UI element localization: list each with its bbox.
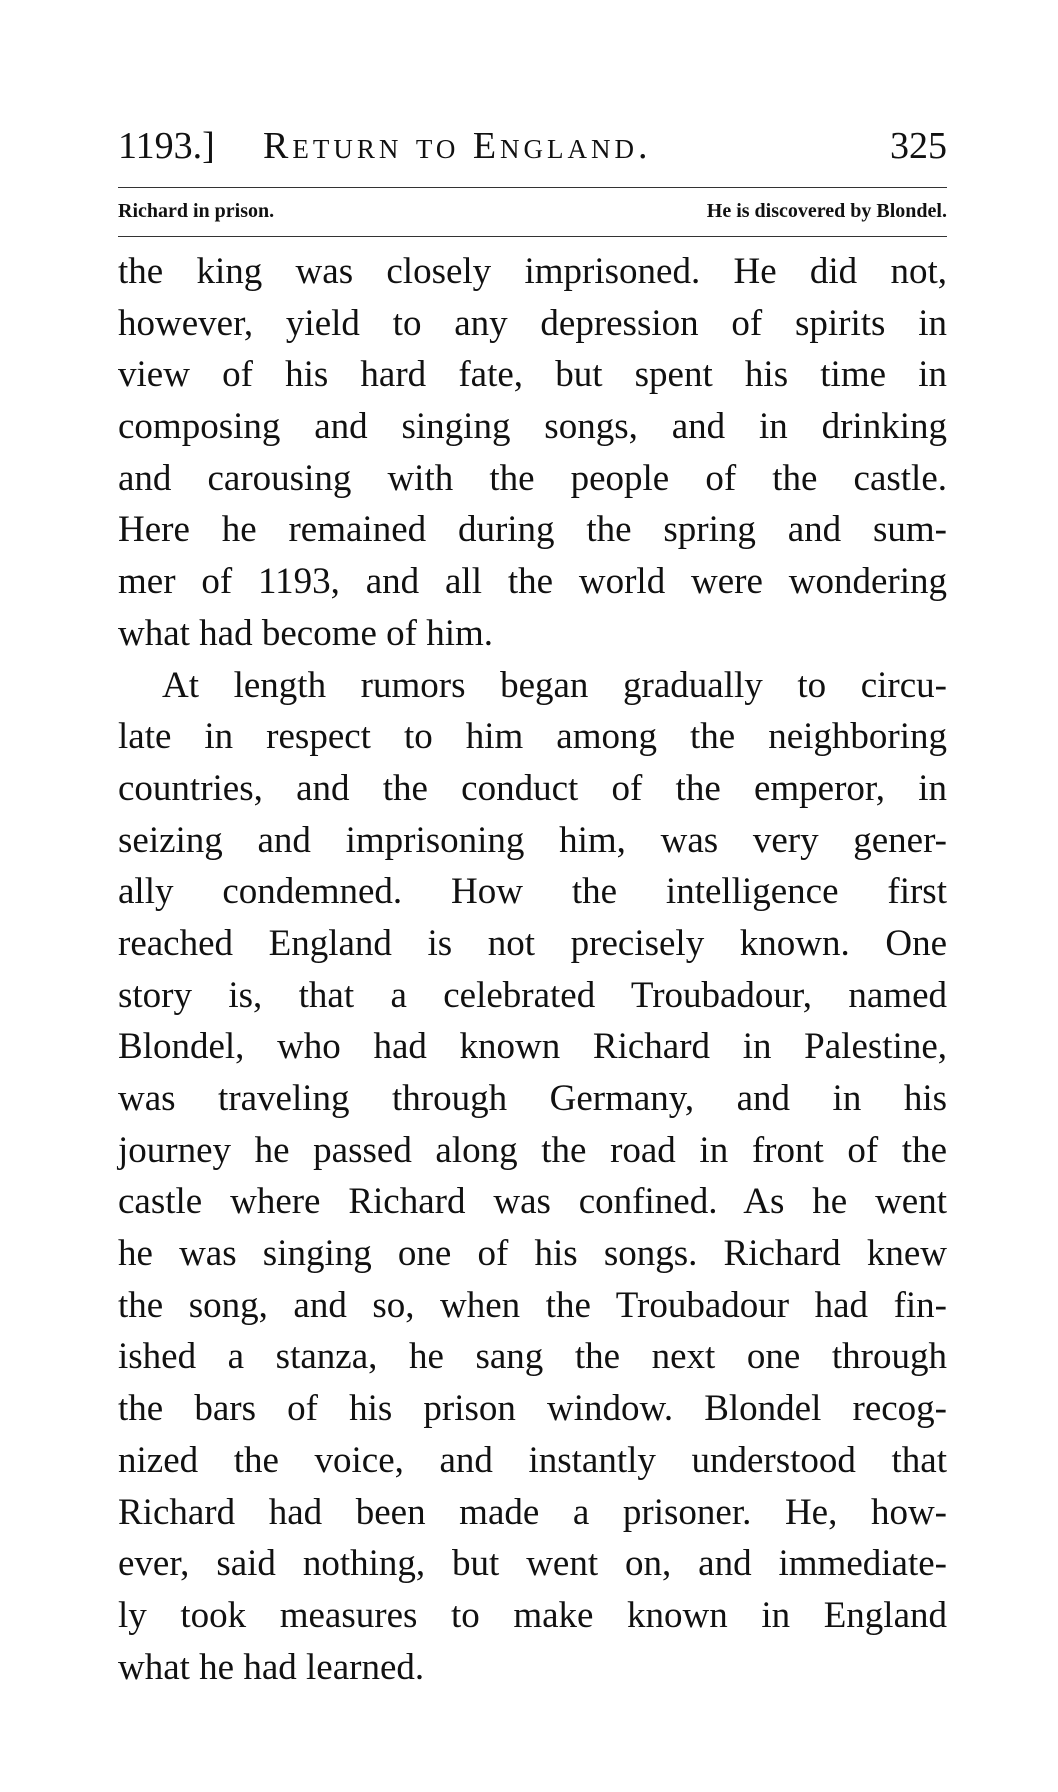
text-line: castle where Richard was confined. As he went	[118, 1181, 947, 1223]
text-line: Here he remained during the spring and sum-	[118, 509, 947, 551]
text-line: ished a stanza, he sang the next one through	[118, 1336, 947, 1378]
sidenote-left: Richard in prison.	[118, 200, 275, 222]
text-line: nized the voice, and instantly understood that	[118, 1439, 947, 1481]
text-line: composing and singing songs, and in drinking	[118, 406, 947, 448]
text-line: the bars of his prison window. Blondel recog-	[118, 1388, 947, 1430]
text-line: late in respect to him among the neighboring	[118, 716, 947, 758]
marginal-summary	[118, 196, 947, 226]
text-line: was traveling through Germany, and in his	[118, 1078, 947, 1119]
text-line: the song, and so, when the Troubadour had fin-	[118, 1284, 947, 1326]
text-line: the king was closely imprisoned. He did not,	[118, 251, 947, 292]
paragraph-1	[118, 246, 947, 660]
page-number: 325	[890, 125, 947, 167]
text-line: Blondel, who had known Richard in Palestine,	[118, 1026, 947, 1068]
text-line: ly took measures to make known in England	[118, 1594, 947, 1636]
text-line: mer of 1193, and all the world were wondering	[118, 561, 947, 603]
text-line: and carousing with the people of the castle.	[118, 457, 947, 499]
header-rule-top	[118, 187, 947, 188]
sidenote-right: He is discovered by Blondel.	[706, 200, 947, 222]
body-text	[118, 246, 947, 1693]
text-line: he was singing one of his songs. Richard knew	[118, 1233, 947, 1275]
text-line: reached England is not precisely known. One	[118, 922, 947, 964]
running-head-year: 1193.]	[118, 125, 215, 167]
text-line: story is, that a celebrated Troubadour, named	[118, 974, 947, 1016]
paragraph-2	[118, 660, 947, 1694]
running-head-title: Return to England.	[263, 125, 652, 167]
text-line: Richard had been made a prisoner. He, how-	[118, 1491, 947, 1533]
header-rule-bottom	[118, 236, 947, 237]
running-head	[118, 120, 947, 172]
text-line: view of his hard fate, but spent his time in	[118, 354, 947, 396]
text-line: At length rumors began gradually to circu-	[162, 664, 947, 706]
text-line: what had become of him.	[118, 612, 494, 654]
text-line: what he had learned.	[118, 1646, 425, 1688]
text-line: journey he passed along the road in front of the	[118, 1129, 947, 1171]
text-line: countries, and the conduct of the emperor, in	[118, 767, 947, 809]
text-line: ally condemned. How the intelligence first	[118, 871, 947, 913]
text-line: ever, said nothing, but went on, and immediate-	[118, 1543, 947, 1585]
text-line: seizing and imprisoning him, was very gener-	[118, 819, 947, 861]
text-line: however, yield to any depression of spirits in	[118, 302, 947, 344]
